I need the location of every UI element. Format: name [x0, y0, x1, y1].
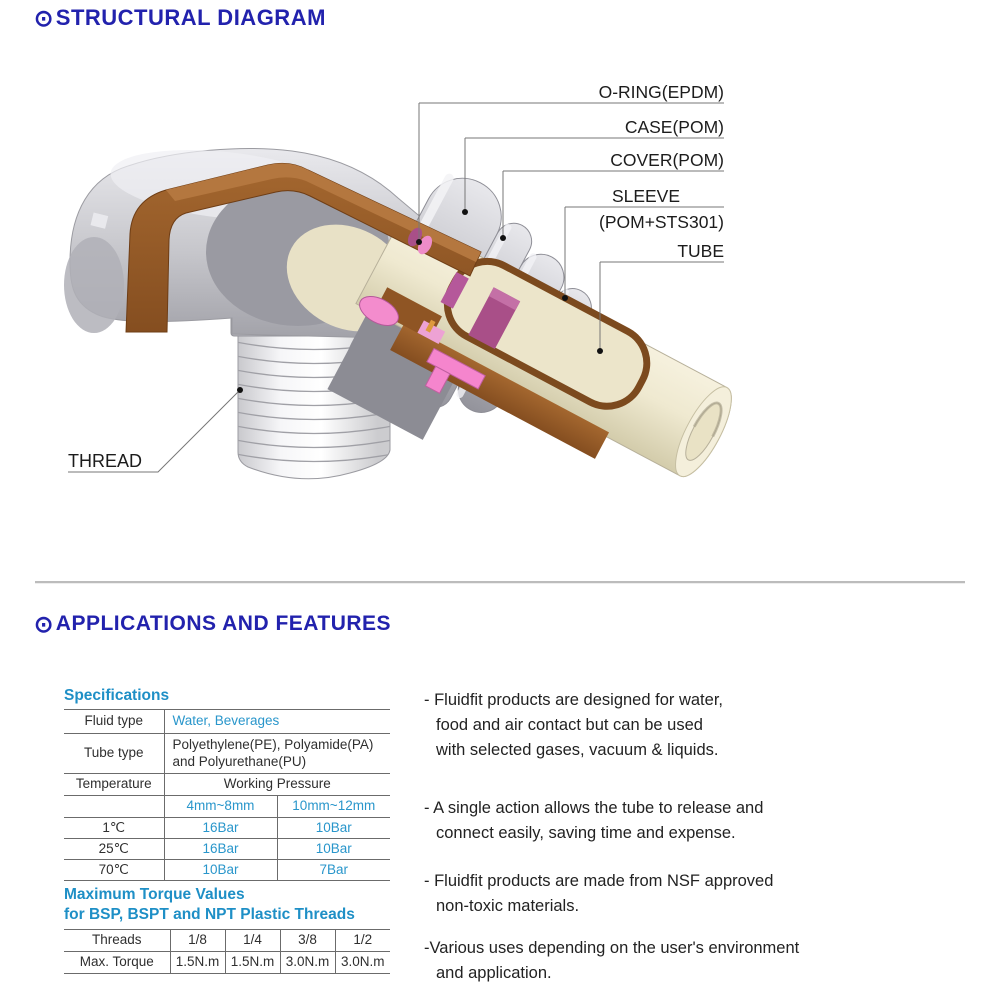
section-marker-icon: ⊙	[34, 4, 54, 31]
spec-size-small: 4mm~8mm	[164, 796, 277, 818]
torque-thread-size: 1/4	[225, 930, 280, 952]
feature-line: connect easily, saving time and expense.	[436, 824, 736, 842]
torque-table	[64, 929, 390, 974]
label-sleeve-line1: SLEEVE	[611, 186, 681, 206]
torque-heading-line1: Maximum Torque Values	[64, 886, 245, 903]
torque-value: 3.0N.m	[335, 952, 390, 974]
feature-line: and application.	[436, 964, 552, 982]
feature-item	[424, 688, 924, 763]
label-tube: TUBE	[677, 241, 724, 261]
spec-pressure-large: 10Bar	[277, 818, 390, 839]
spec-working-pressure-label: Working Pressure	[164, 774, 390, 796]
spec-pressure-large: 7Bar	[277, 860, 390, 881]
spec-pressure-small: 16Bar	[164, 839, 277, 860]
torque-threads-label: Threads	[64, 930, 170, 952]
feature-item	[424, 936, 924, 986]
feature-item	[424, 796, 924, 846]
spec-empty-cell	[64, 796, 164, 818]
spec-size-large: 10mm~12mm	[277, 796, 390, 818]
torque-thread-size: 1/2	[335, 930, 390, 952]
specifications-table	[64, 709, 390, 881]
feature-line: food and air contact but can be used	[436, 716, 703, 734]
applications-title: APPLICATIONS AND FEATURES	[55, 612, 392, 635]
torque-thread-size: 3/8	[280, 930, 335, 952]
label-thread: THREAD	[68, 451, 143, 471]
torque-heading-line2: for BSP, BSPT and NPT Plastic Threads	[64, 906, 355, 923]
label-sleeve-line2: (POM+STS301)	[599, 212, 724, 232]
torque-value: 1.5N.m	[170, 952, 225, 974]
label-case: CASE(POM)	[624, 117, 724, 137]
spec-tube-type-label: Tube type	[64, 734, 164, 774]
applications-heading	[34, 612, 391, 636]
spec-fluid-type-value: Water, Beverages	[164, 710, 390, 734]
spec-pressure-small: 16Bar	[164, 818, 277, 839]
label-oring: O-RING(EPDM)	[598, 82, 724, 102]
feature-line: - Fluidfit products are designed for water,	[424, 691, 723, 709]
spec-pressure-large: 10Bar	[277, 839, 390, 860]
torque-thread-size: 1/8	[170, 930, 225, 952]
spec-pressure-small: 10Bar	[164, 860, 277, 881]
feature-line: - Fluidfit products are made from NSF approved	[424, 872, 774, 890]
feature-line: - A single action allows the tube to release and	[424, 799, 764, 817]
spec-temp-value: 70℃	[64, 860, 164, 881]
spec-temp-value: 25℃	[64, 839, 164, 860]
spec-fluid-type-label: Fluid type	[64, 710, 164, 734]
torque-value: 3.0N.m	[280, 952, 335, 974]
section-divider	[35, 581, 965, 584]
feature-item	[424, 869, 924, 919]
label-cover: COVER(POM)	[610, 150, 724, 170]
spec-temperature-label: Temperature	[64, 774, 164, 796]
specifications-heading: Specifications	[64, 687, 170, 704]
torque-max-label: Max. Torque	[64, 952, 170, 974]
torque-value: 1.5N.m	[225, 952, 280, 974]
structural-diagram-title: STRUCTURAL DIAGRAM	[55, 5, 326, 30]
spec-tube-type-value: Polyethylene(PE), Polyamide(PA) and Polyurethane(PU)	[164, 734, 390, 774]
feature-line: -Various uses depending on the user's environment	[424, 939, 800, 957]
feature-line: non-toxic materials.	[436, 897, 580, 915]
feature-line: with selected gases, vacuum & liquids.	[436, 741, 719, 759]
spec-temp-value: 1℃	[64, 818, 164, 839]
section-marker-icon: ⊙	[34, 610, 54, 637]
